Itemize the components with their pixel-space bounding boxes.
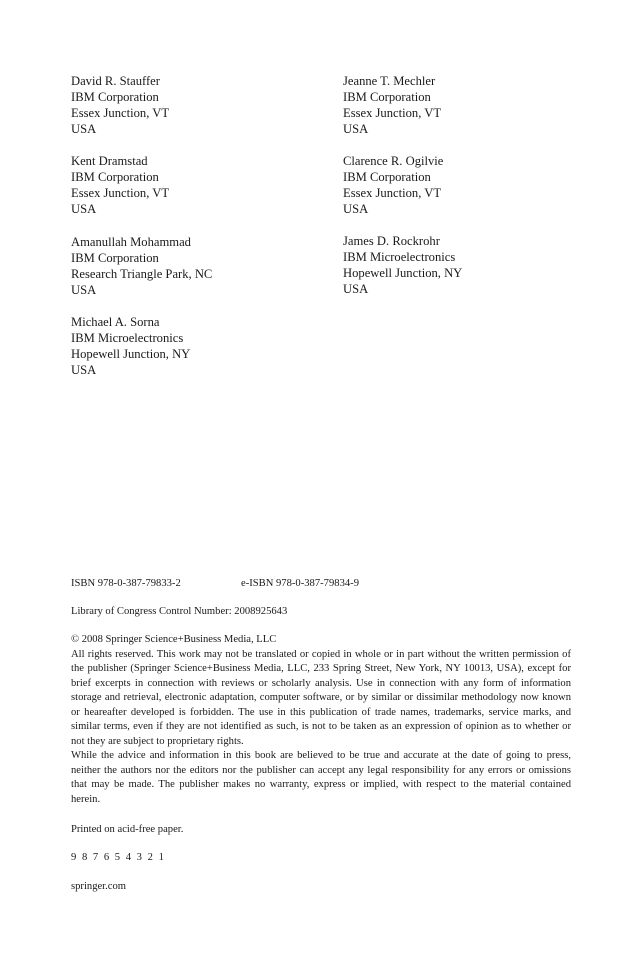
- author-address-block: [71, 314, 190, 378]
- author-country: USA: [71, 202, 97, 216]
- author-name: Jeanne T. Mechler: [343, 74, 436, 88]
- disclaimer-paragraph: While the advice and information in this book are believed to be true and accurate at the date of going to press, neither the authors nor the editors nor the publisher can accept any legal responsibility for any errors or omissions that may be made. The publisher makes no warranty, express or implied, with respect to the material contained herein.: [71, 750, 571, 805]
- author-name: Clarence R. Ogilvie: [343, 154, 444, 168]
- library-of-congress-number: Library of Congress Control Number: 2008925643: [71, 606, 288, 617]
- author-country: USA: [343, 282, 369, 296]
- author-name: Michael A. Sorna: [71, 315, 160, 329]
- author-name: Kent Dramstad: [71, 154, 148, 168]
- author-name: James D. Rockrohr: [343, 234, 440, 248]
- author-address-block: [343, 153, 443, 217]
- author-country: USA: [343, 202, 369, 216]
- rights-paragraph: All rights reserved. This work may not be translated or copied in whole or in part without the written permission of the publisher (Springer Science+Business Media, LLC, 233 Spring Street, New York, NY 10013, USA), except for brief excerpts in connection with reviews or scholarly analysis. Use in connection with any form of information storage and retrieval, electronic adaptation, computer software, or by similar or dissimilar methodology now known or heareafter developed is forbidden. The use in this publication of trade names, trademarks, service marks, and similar terms, even if they are not identified as such, is not to be taken as an expression of opinion as to whether or not they are subject to proprietary rights.: [71, 648, 571, 747]
- author-organization: IBM Corporation: [71, 251, 159, 265]
- author-name: Amanullah Mohammad: [71, 235, 191, 249]
- author-country: USA: [71, 283, 97, 297]
- isbn-line: [71, 577, 359, 590]
- author-city: Essex Junction, VT: [343, 186, 442, 200]
- author-city: Hopewell Junction, NY: [71, 347, 191, 361]
- author-organization: IBM Microelectronics: [71, 331, 184, 345]
- printed-note: Printed on acid-free paper.: [71, 824, 184, 835]
- author-city: Essex Junction, VT: [343, 106, 442, 120]
- author-country: USA: [71, 363, 97, 377]
- author-organization: IBM Microelectronics: [343, 250, 456, 264]
- author-city: Research Triangle Park, NC: [71, 267, 213, 281]
- author-address-block: [71, 234, 212, 298]
- author-organization: IBM Corporation: [343, 170, 431, 184]
- author-city: Hopewell Junction, NY: [343, 266, 463, 280]
- author-organization: IBM Corporation: [71, 90, 159, 104]
- author-address-block: [343, 73, 441, 137]
- print-run-numbers: 9 8 7 6 5 4 3 2 1: [71, 852, 164, 863]
- author-address-block: [343, 233, 462, 297]
- author-organization: IBM Corporation: [343, 90, 431, 104]
- author-city: Essex Junction, VT: [71, 106, 170, 120]
- author-address-block: [71, 73, 169, 137]
- author-address-block: [71, 153, 169, 217]
- copyright-notice: [71, 633, 571, 807]
- publisher-website: springer.com: [71, 881, 127, 892]
- author-city: Essex Junction, VT: [71, 186, 170, 200]
- isbn: ISBN 978-0-387-79833-2: [71, 578, 181, 589]
- author-country: USA: [343, 122, 369, 136]
- author-organization: IBM Corporation: [71, 170, 159, 184]
- copyright-line: © 2008 Springer Science+Business Media, LLC: [71, 634, 277, 645]
- author-country: USA: [71, 122, 97, 136]
- author-name: David R. Stauffer: [71, 74, 160, 88]
- e-isbn: e-ISBN 978-0-387-79834-9: [241, 578, 359, 589]
